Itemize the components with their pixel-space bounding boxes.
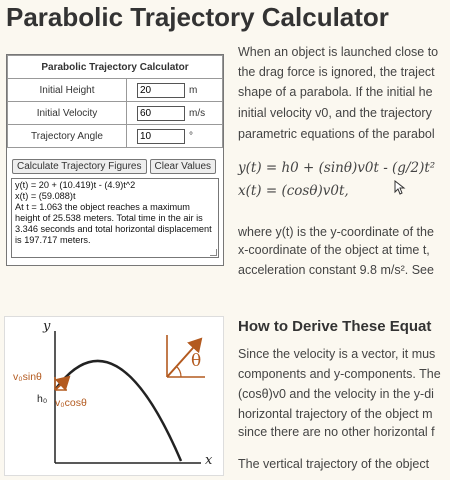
where-line-3: acceleration constant 9.8 m/s². See: [238, 263, 434, 277]
derive-line-1: Since the velocity is a vector, it mus: [238, 347, 436, 361]
initial-height-input[interactable]: [137, 83, 185, 98]
where-line-2: x-coordinate of the object at time t,: [238, 243, 430, 257]
mouse-cursor-icon: [394, 180, 406, 196]
derive-line-2: components and y-components. The: [238, 367, 441, 381]
intro-line-1: When an object is launched close to: [238, 45, 439, 59]
derive-line-3: (cosθ)v0 and the velocity in the y-di: [238, 387, 434, 401]
intro-line-2: the drag force is ignored, the traject: [238, 65, 435, 79]
vsin-label: v₀sinθ: [13, 371, 42, 383]
equation-y: y(t) = h0 + (sinθ)v0t - (g/2)t²: [238, 160, 436, 176]
initial-height-label: Initial Height: [8, 79, 127, 102]
derive-line-5: since there are no other horizontal f: [238, 425, 435, 439]
initial-height-unit: m: [189, 84, 198, 96]
y-axis-label: y: [43, 319, 51, 334]
velocity-vector-icon: [55, 377, 69, 390]
h0-label: h₀: [37, 393, 48, 405]
initial-velocity-unit: m/s: [189, 107, 206, 119]
vcos-label: v₀cosθ: [55, 397, 87, 409]
where-line-1: where y(t) is the y-coordinate of the: [238, 225, 434, 239]
initial-velocity-label: Initial Velocity: [8, 102, 127, 125]
trajectory-calculator: [6, 54, 224, 266]
vertical-trajectory-line: The vertical trajectory of the object: [238, 457, 430, 471]
trajectory-angle-unit: °: [189, 130, 193, 142]
trajectory-curve: [55, 361, 181, 461]
clear-values-button[interactable]: Clear Values: [150, 159, 217, 174]
trajectory-angle-input[interactable]: [137, 129, 185, 144]
derive-line-4: horizontal trajectory of the object m: [238, 407, 433, 421]
results-text: y(t) = 20 + (10.419)t - (4.9)t^2 x(t) = (59.088)t At t = 1.063 the object reaches a maximum height of 25.538 meters. Total time in the air is 3.346 seconds and total horizontal displacement is 197.717 meters.: [15, 180, 212, 245]
intro-line-4: initial velocity v0, and the trajectory: [238, 106, 432, 120]
equation-x: x(t) = (cosθ)v0t,: [238, 183, 349, 199]
trajectory-angle-label: Trajectory Angle: [8, 125, 127, 148]
angle-arc-icon: [176, 366, 181, 377]
calculate-button[interactable]: Calculate Trajectory Figures: [12, 159, 147, 174]
page-title: Parabolic Trajectory Calculator: [6, 2, 389, 32]
trajectory-diagram: [4, 316, 224, 476]
derive-heading: How to Derive These Equat: [238, 318, 432, 335]
intro-line-5: parametric equations of the parabol: [238, 127, 435, 141]
resize-handle-icon[interactable]: [210, 249, 217, 256]
initial-velocity-input[interactable]: [137, 106, 185, 121]
calculator-caption: Parabolic Trajectory Calculator: [8, 56, 223, 79]
theta-label: θ: [191, 351, 202, 371]
intro-line-3: shape of a parabola. If the initial he: [238, 85, 433, 99]
x-axis-label: x: [205, 453, 213, 468]
results-textarea[interactable]: [11, 178, 219, 258]
